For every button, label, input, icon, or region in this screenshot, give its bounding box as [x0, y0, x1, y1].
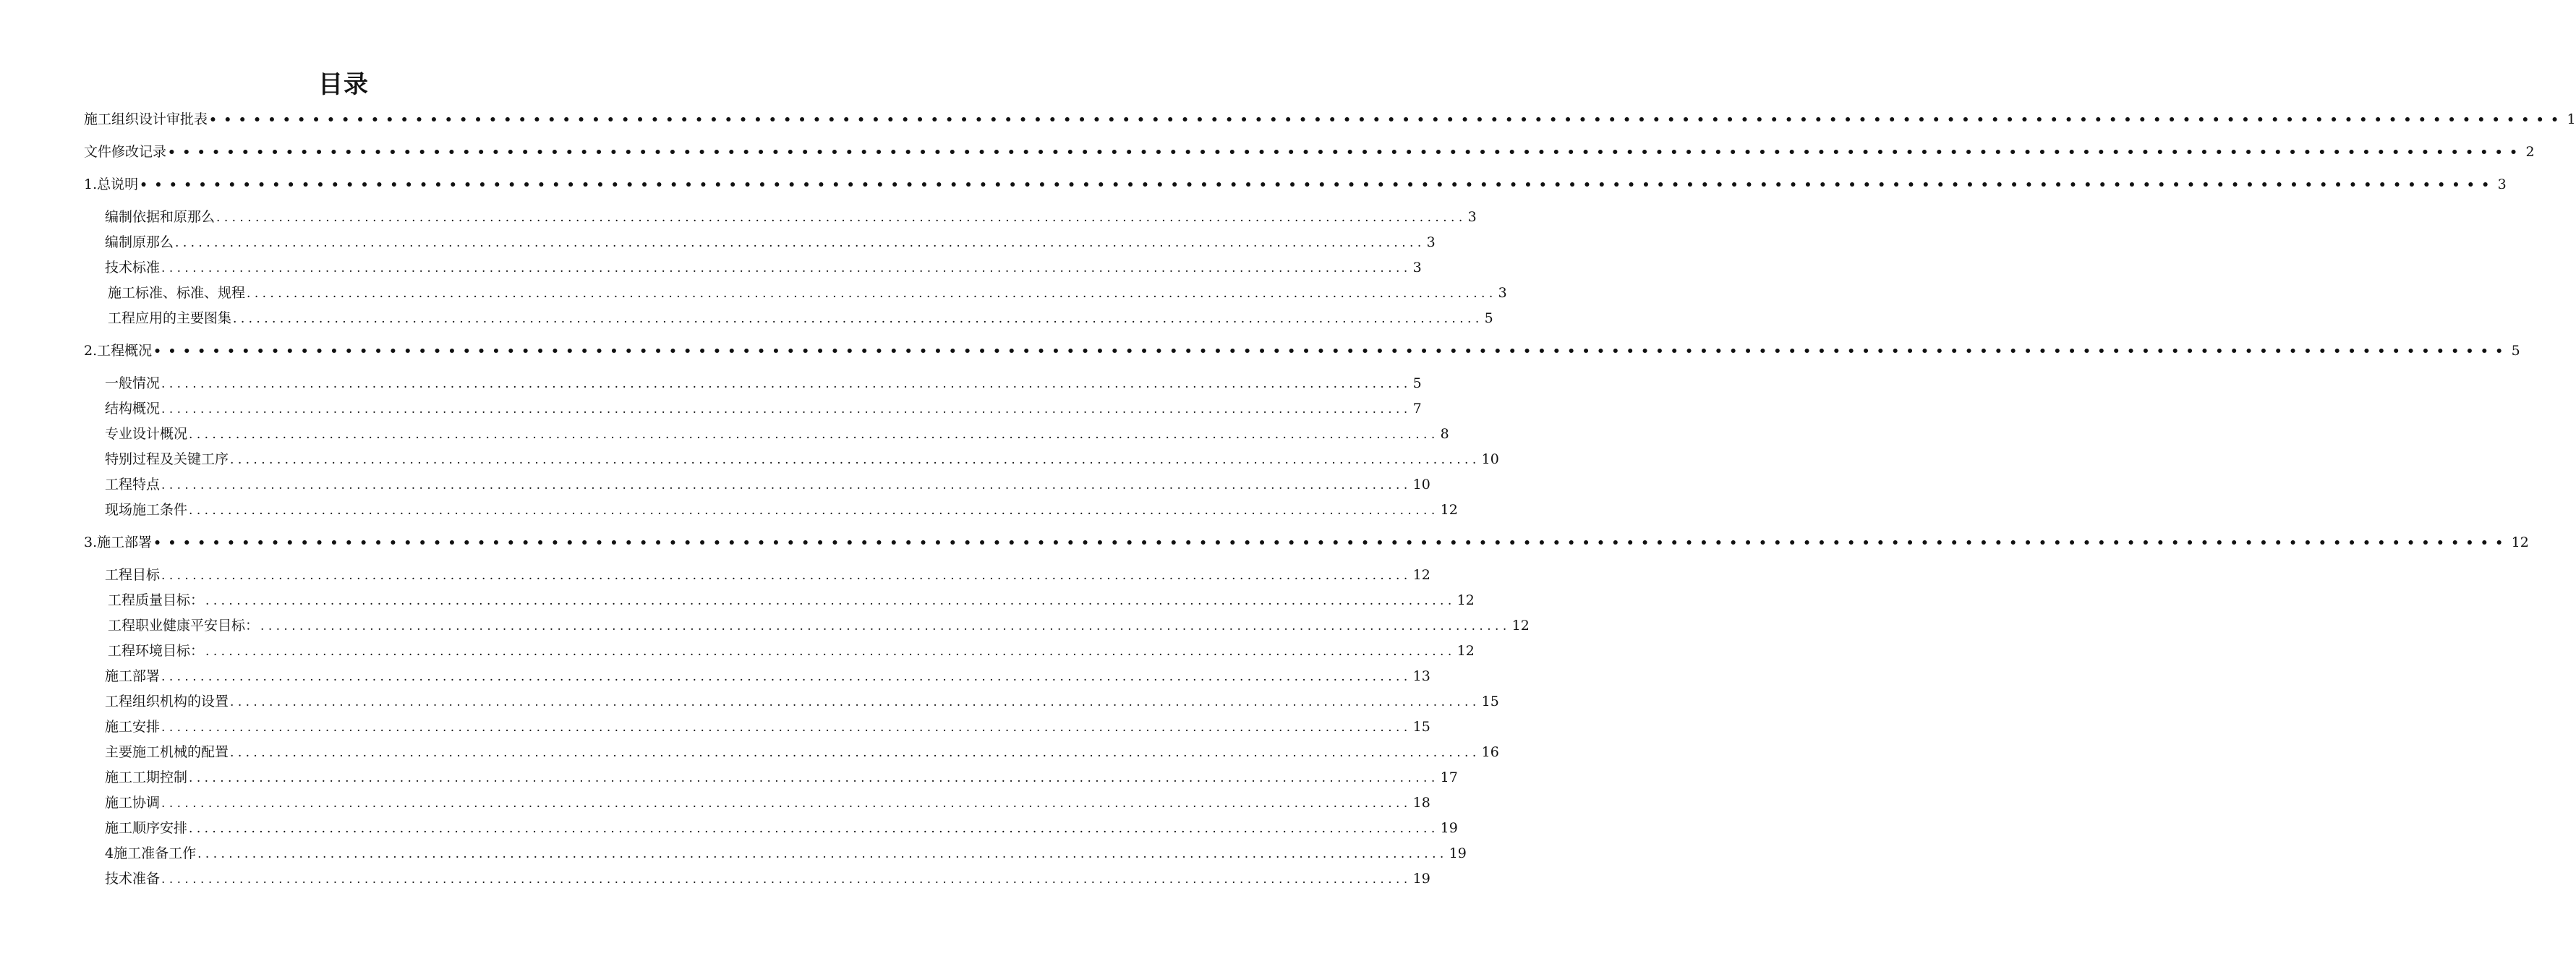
- toc-entry-page-number: 19: [1449, 845, 1467, 861]
- toc-dot-leader: ••••••••••••••••••••••••••••••••••••••••••••••••••••••••••••••••••••••••••••••••••••••••••••••••••••••••••••••••••••••••••••••••••••••••••••••••••••••••••••••••: [140, 178, 2496, 192]
- toc-entry-label: 1.总说明: [84, 176, 139, 192]
- toc-entry-label: 工程应用的主要图集: [108, 310, 232, 326]
- toc-entry-page-number: 13: [1412, 668, 1430, 684]
- toc-entry-page-number: 12: [2511, 534, 2529, 550]
- toc-dot-leader: ................................................................................................................................................................: [161, 872, 1412, 887]
- toc-entry[interactable]: [105, 448, 1499, 470]
- toc-dot-leader: ................................................................................................................................................................: [230, 746, 1480, 760]
- toc-entry[interactable]: [105, 231, 1436, 253]
- toc-entry-page-number: 12: [1457, 643, 1475, 659]
- toc-entry-label: 施工工期控制: [105, 770, 188, 785]
- toc-entry[interactable]: [105, 767, 1458, 788]
- toc-entry-page-number: 15: [1481, 694, 1499, 709]
- toc-entry-page-number: 2: [2525, 144, 2535, 160]
- toc-entry-label: 一般情况: [105, 375, 161, 391]
- toc-dot-leader: ................................................................................................................................................................: [161, 478, 1412, 493]
- toc-entry[interactable]: [84, 174, 2507, 195]
- toc-dot-leader: ••••••••••••••••••••••••••••••••••••••••••••••••••••••••••••••••••••••••••••••••••••••••••••••••••••••••••••••••••••••••••••••••••••••••••••••••••••••••••••••••: [209, 113, 2566, 127]
- toc-dot-leader: ................................................................................................................................................................: [189, 503, 1439, 518]
- toc-entry-page-number: 10: [1412, 477, 1430, 493]
- toc-entry[interactable]: [105, 792, 1430, 814]
- toc-entry-label: 工程职业健康平安目标：: [108, 618, 260, 634]
- toc-entry-page-number: 3: [1412, 260, 1422, 276]
- toc-dot-leader: ................................................................................................................................................................: [205, 594, 1456, 608]
- toc-title: 目录: [318, 70, 369, 99]
- toc-entry-label: 专业设计概况: [105, 426, 188, 442]
- toc-dot-leader: ................................................................................................................................................................: [260, 619, 1511, 634]
- toc-entry-label: 2.工程概况: [84, 343, 153, 359]
- toc-entry[interactable]: [108, 640, 1475, 662]
- toc-entry-page-number: 15: [1412, 719, 1430, 735]
- toc-dot-leader: ................................................................................................................................................................: [175, 236, 1425, 250]
- toc-entry-page-number: 3: [2497, 176, 2507, 192]
- toc-entry[interactable]: [105, 499, 1458, 521]
- toc-entry-page-number: 5: [1412, 375, 1422, 391]
- toc-entry[interactable]: [105, 691, 1499, 712]
- toc-dot-leader: ................................................................................................................................................................: [161, 720, 1412, 735]
- toc-entry-label: 编制依据和原那么: [105, 209, 216, 225]
- toc-entry[interactable]: [105, 423, 1449, 445]
- toc-entry-page-number: 3: [1426, 234, 1436, 250]
- toc-entry[interactable]: [108, 615, 1530, 636]
- toc-entry-label: 施工安排: [105, 719, 161, 735]
- toc-entry-page-number: 3: [1467, 209, 1477, 225]
- toc-entry[interactable]: [105, 564, 1430, 586]
- toc-entry-page-number: 12: [1412, 567, 1430, 583]
- toc-dot-leader: ................................................................................................................................................................: [161, 377, 1412, 391]
- toc-dot-leader: ................................................................................................................................................................: [161, 261, 1412, 276]
- toc-dot-leader: ................................................................................................................................................................: [197, 847, 1448, 861]
- toc-entry-label: 工程目标: [105, 567, 161, 583]
- toc-entry[interactable]: [105, 372, 1422, 394]
- toc-entry[interactable]: [84, 141, 2535, 163]
- toc-entry-label: 工程组织机构的设置: [105, 694, 229, 709]
- toc-dot-leader: ................................................................................................................................................................: [233, 312, 1483, 326]
- toc-dot-leader: ................................................................................................................................................................: [216, 210, 1467, 225]
- toc-entry-page-number: 12: [1440, 502, 1458, 518]
- toc-entry-page-number: 12: [1457, 592, 1475, 608]
- toc-entry-page-number: 12: [1511, 618, 1530, 634]
- toc-entry-label: 主要施工机械的配置: [105, 744, 229, 760]
- toc-dot-leader: ................................................................................................................................................................: [161, 568, 1412, 583]
- toc-dot-leader: ................................................................................................................................................................: [189, 427, 1439, 442]
- toc-entry-page-number: 16: [1481, 744, 1499, 760]
- toc-dot-leader: ................................................................................................................................................................: [189, 822, 1439, 836]
- toc-entry[interactable]: [108, 282, 1507, 304]
- toc-dot-leader: ................................................................................................................................................................: [161, 670, 1412, 684]
- toc-entry[interactable]: [105, 868, 1430, 890]
- toc-entry[interactable]: [108, 589, 1475, 611]
- toc-dot-leader: ................................................................................................................................................................: [189, 771, 1439, 785]
- toc-entry-label: 3.施工部署: [84, 534, 153, 550]
- toc-entry-label: 施工顺序安排: [105, 820, 188, 836]
- toc-entry[interactable]: [105, 843, 1467, 864]
- toc-dot-leader: ••••••••••••••••••••••••••••••••••••••••••••••••••••••••••••••••••••••••••••••••••••••••••••••••••••••••••••••••••••••••••••••••••••••••••••••••••••••••••••••••: [153, 344, 2510, 359]
- toc-entry[interactable]: [105, 817, 1458, 839]
- toc-dot-leader: ................................................................................................................................................................: [161, 402, 1412, 417]
- toc-entry[interactable]: [105, 257, 1422, 278]
- toc-entry-label: 特别过程及关键工序: [105, 451, 229, 467]
- toc-entry[interactable]: [84, 340, 2520, 362]
- toc-dot-leader: ••••••••••••••••••••••••••••••••••••••••••••••••••••••••••••••••••••••••••••••••••••••••••••••••••••••••••••••••••••••••••••••••••••••••••••••••••••••••••••••••: [153, 536, 2510, 550]
- toc-entry-label: 现场施工条件: [105, 502, 188, 518]
- toc-entry[interactable]: [105, 665, 1430, 687]
- toc-entry-page-number: 19: [1440, 820, 1458, 836]
- toc-entry-label: 4施工准备工作: [105, 845, 197, 861]
- toc-entry-label: 文件修改记录: [84, 144, 167, 160]
- toc-dot-leader: ................................................................................................................................................................: [161, 796, 1412, 811]
- toc-entry-page-number: 1: [2567, 111, 2576, 127]
- toc-dot-leader: ••••••••••••••••••••••••••••••••••••••••••••••••••••••••••••••••••••••••••••••••••••••••••••••••••••••••••••••••••••••••••••••••••••••••••••••••••••••••••••••••: [168, 145, 2525, 160]
- toc-entry-page-number: 5: [1484, 310, 1493, 326]
- toc-dot-leader: ................................................................................................................................................................: [230, 695, 1480, 709]
- toc-entry-label: 施工组织设计审批表: [84, 111, 208, 127]
- toc-entry-page-number: 8: [1440, 426, 1449, 442]
- toc-entry[interactable]: [108, 307, 1493, 329]
- toc-entry-label: 编制原那么: [105, 234, 174, 250]
- toc-entry[interactable]: [105, 206, 1477, 228]
- toc-entry-label: 施工部署: [105, 668, 161, 684]
- toc-entry-page-number: 10: [1481, 451, 1499, 467]
- toc-entry[interactable]: [105, 741, 1499, 763]
- toc-entry-label: 技术标准: [105, 260, 161, 276]
- toc-entry-page-number: 3: [1498, 285, 1507, 301]
- toc-entry[interactable]: [105, 398, 1422, 419]
- toc-entry-page-number: 17: [1440, 770, 1458, 785]
- toc-entry-page-number: 19: [1412, 871, 1430, 887]
- toc-entry-page-number: 18: [1412, 795, 1430, 811]
- toc-entry-label: 工程特点: [105, 477, 161, 493]
- toc-entry-label: 施工协调: [105, 795, 161, 811]
- toc-entry-label: 施工标准、标准、规程: [108, 285, 246, 301]
- toc-dot-leader: ................................................................................................................................................................: [205, 644, 1456, 659]
- toc-entry-label: 技术准备: [105, 871, 161, 887]
- toc-entry-label: 结构概况: [105, 401, 161, 417]
- toc-dot-leader: ................................................................................................................................................................: [247, 286, 1497, 301]
- toc-entry[interactable]: [105, 474, 1430, 495]
- toc-entry-page-number: 7: [1412, 401, 1422, 417]
- toc-entry[interactable]: [84, 532, 2529, 553]
- toc-entry[interactable]: [105, 716, 1430, 738]
- toc-entry-label: 工程质量目标：: [108, 592, 205, 608]
- toc-dot-leader: ................................................................................................................................................................: [230, 453, 1480, 467]
- toc-entry-page-number: 5: [2511, 343, 2520, 359]
- toc-entry-label: 工程环境目标：: [108, 643, 205, 659]
- toc-entry[interactable]: [84, 108, 2576, 130]
